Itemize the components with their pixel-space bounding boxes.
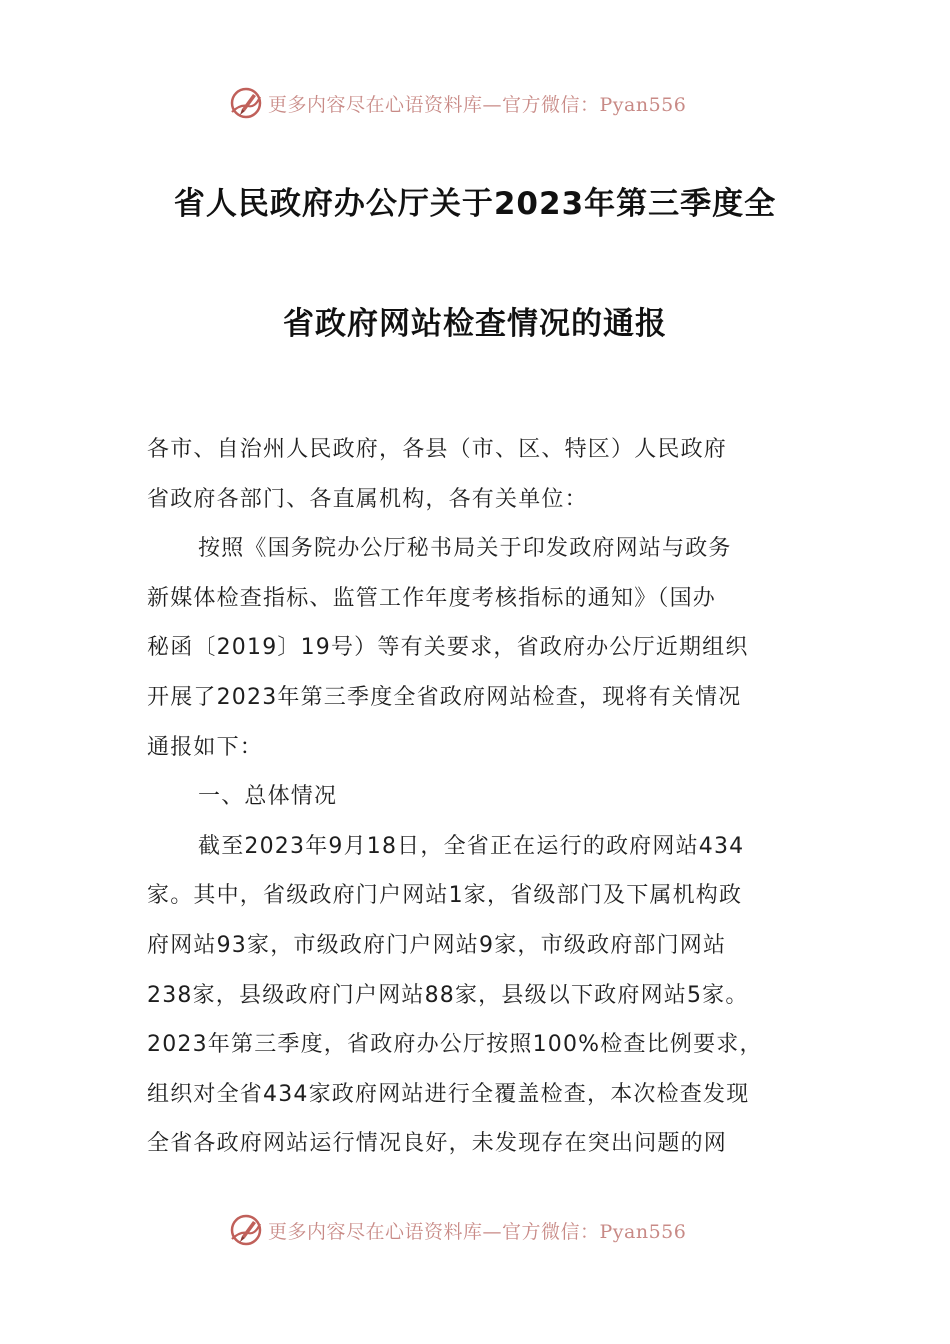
footer-banner — [228, 1210, 728, 1250]
body-line: 组织对全省434家政府网站进行全覆盖检查，本次检查发现 — [147, 1081, 750, 1107]
pen-logo-icon — [228, 85, 264, 121]
body-line: 按照《国务院办公厅秘书局关于印发政府网站与政务 — [198, 536, 732, 562]
banner-text: 更多内容尽在心语资料库—官方微信：Pyan556 — [268, 93, 687, 116]
pen-logo-icon — [228, 1212, 264, 1248]
body-line: 全省各政府网站运行情况良好，未发现存在突出问题的网 — [147, 1131, 728, 1157]
body-line: 家。其中，省级政府门户网站1家，省级部门及下属机构政 — [147, 883, 743, 909]
body-line: 开展了2023年第三季度全省政府网站检查，现将有关情况 — [147, 684, 742, 710]
body-line: 238家，县级政府门户网站88家，县级以下政府网站5家。 — [147, 982, 749, 1008]
body-line: 截至2023年9月18日，全省正在运行的政府网站434 — [198, 833, 745, 859]
section-heading: 一、总体情况 — [198, 784, 338, 810]
page-title-line-1: 省人民政府办公厅关于2023年第三季度全 — [173, 186, 777, 222]
body-line: 秘函〔2019〕19号）等有关要求，省政府办公厅近期组织 — [147, 635, 749, 661]
document-body — [147, 425, 812, 1169]
body-line: 府网站93家，市级政府门户网站9家，市级政府部门网站 — [147, 932, 727, 958]
body-line: 新媒体检查指标、监管工作年度考核指标的通知》（国办 — [147, 585, 717, 611]
body-line: 各市、自治州人民政府，各县（市、区、特区）人民政府 — [147, 437, 728, 462]
body-line: 省政府各部门、各直属机构，各有关单位： — [147, 486, 588, 512]
page-title-line-2: 省政府网站检查情况的通报 — [283, 306, 667, 342]
body-line: 通报如下： — [147, 734, 264, 760]
body-line: 2023年第三季度，省政府办公厅按照100%检查比例要求， — [147, 1032, 763, 1058]
banner-text: 更多内容尽在心语资料库—官方微信：Pyan556 — [268, 1220, 687, 1243]
header-banner — [228, 83, 728, 123]
